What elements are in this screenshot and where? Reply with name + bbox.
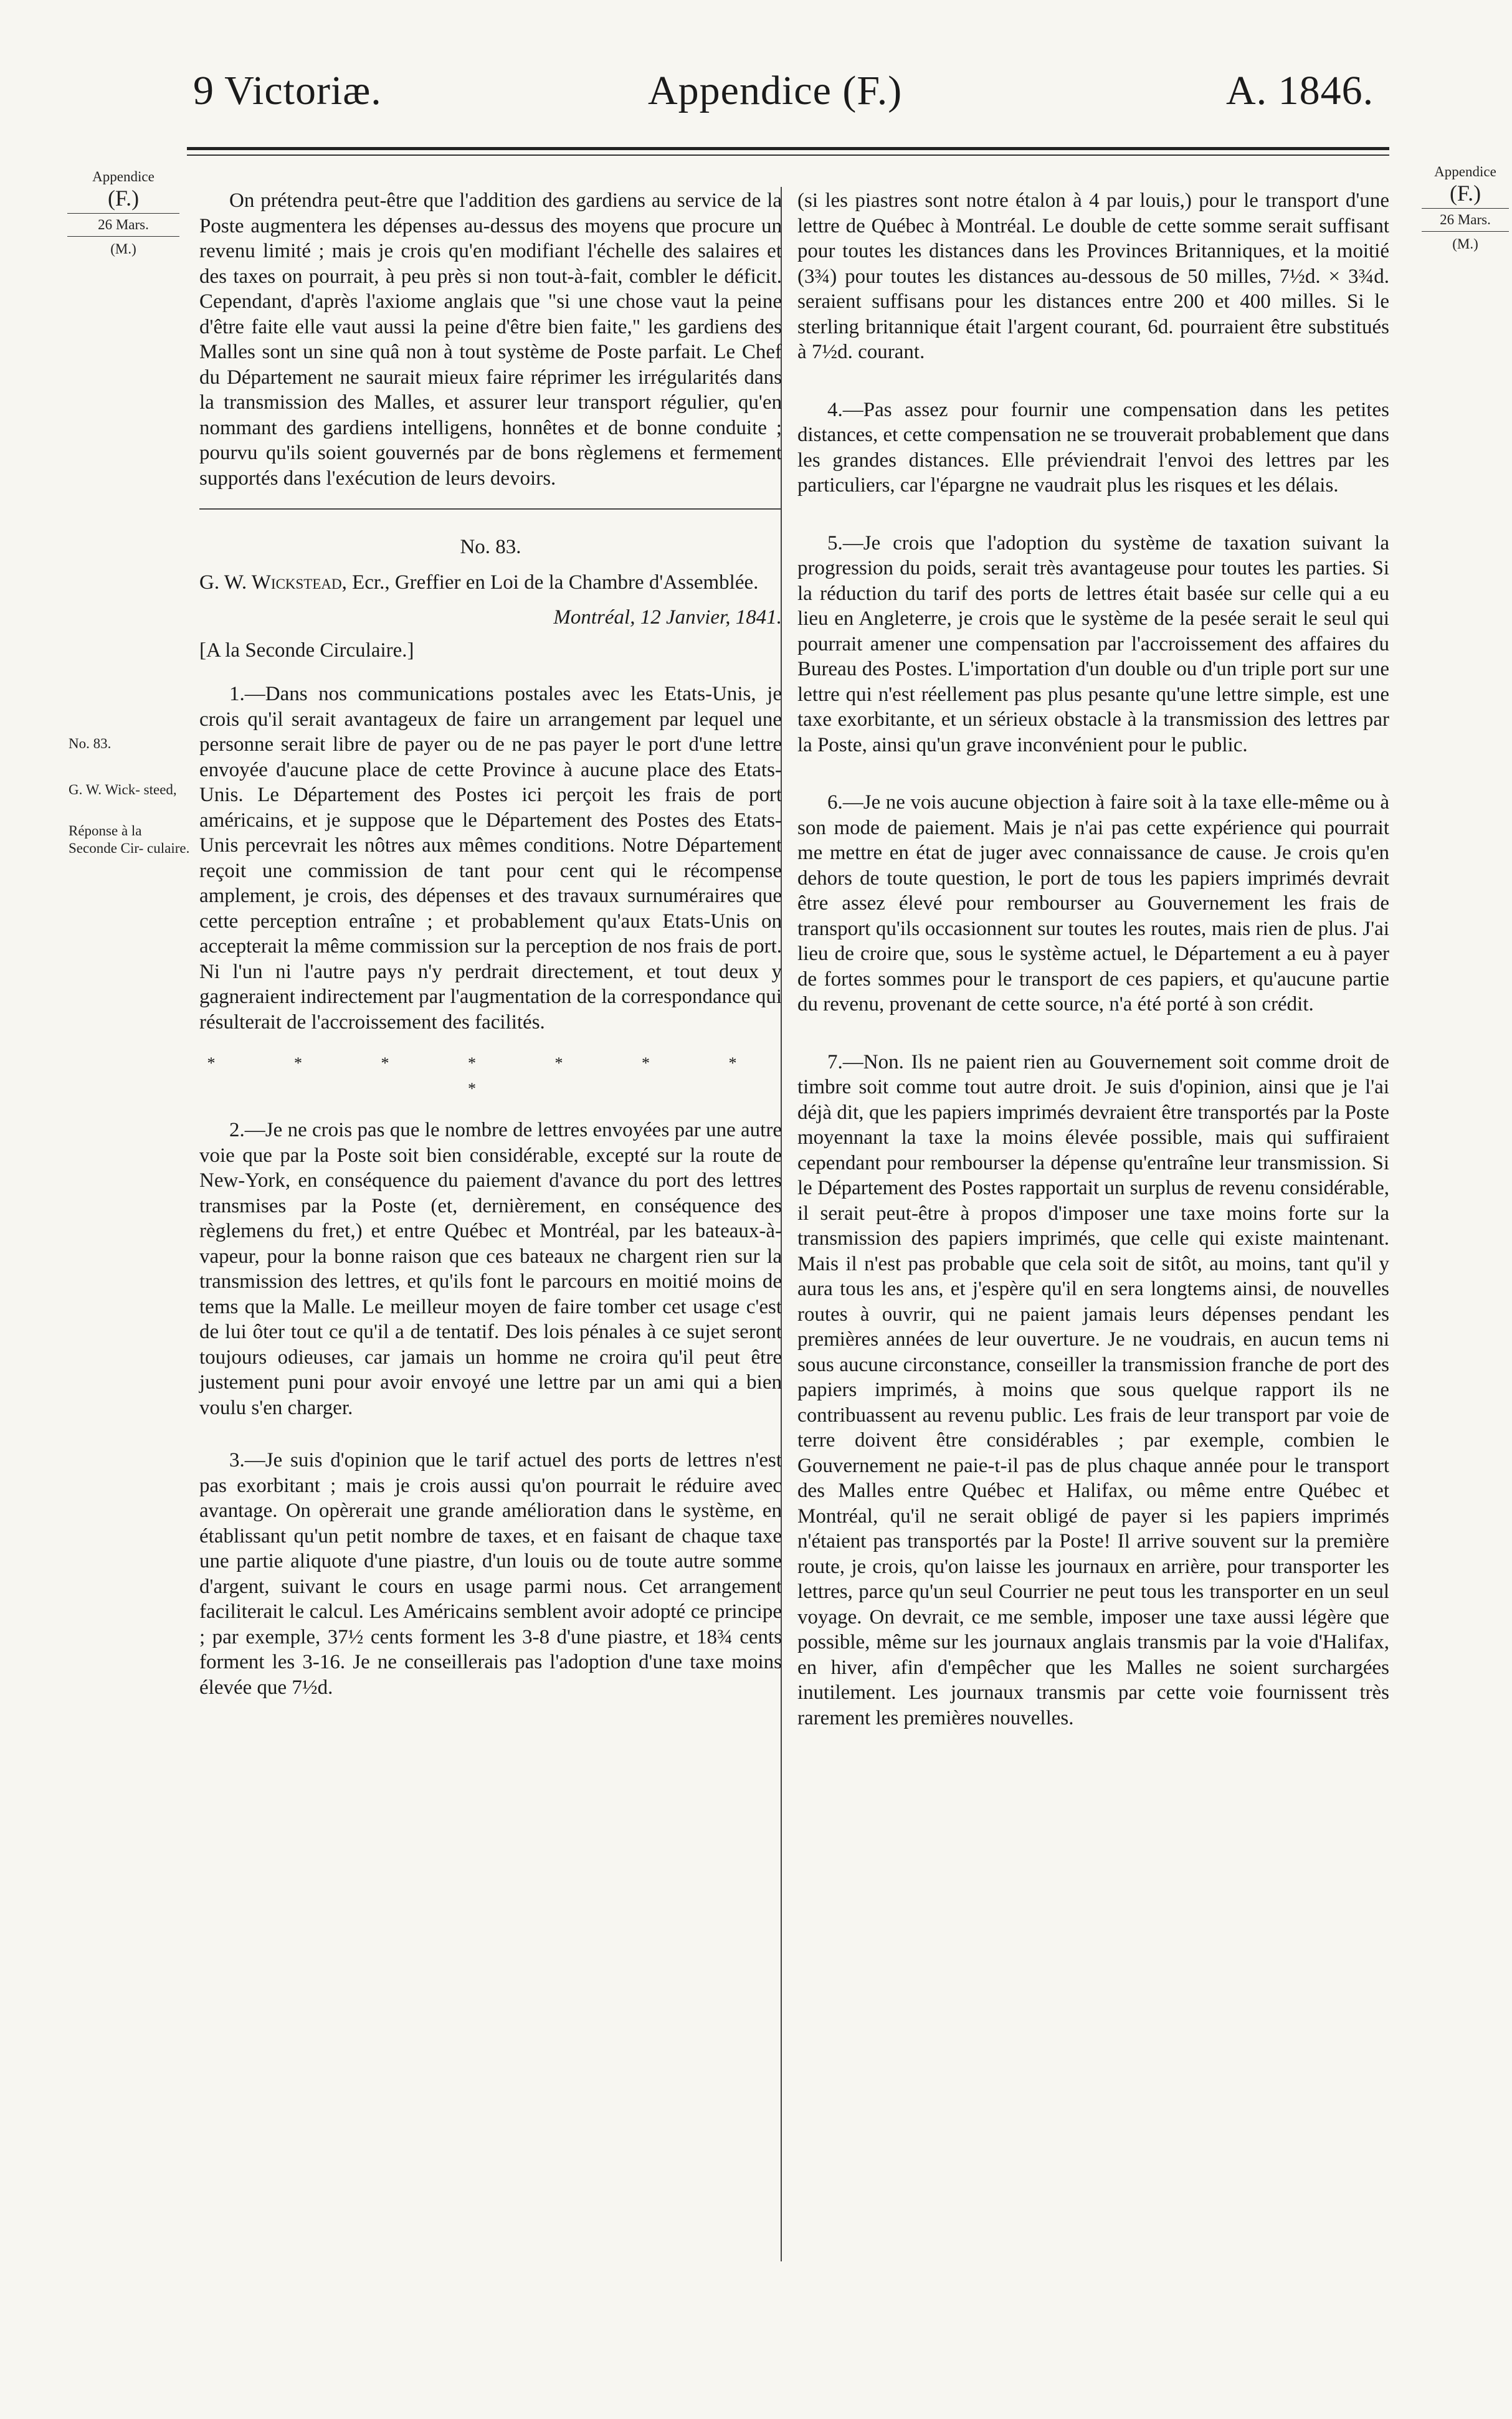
margin-rule — [67, 236, 179, 237]
answer-7: 7.—Non. Ils ne paient rien au Gouvernement soit comme droit de timbre soit comme tout autre droit. Je suis d'opinion, ainsi que je l'ai déjà dit, que les papiers imprimés devraient être transportés par la Poste moyennant la taxe la moins élevée possible, mais qui suffiraient cependant pour rembourser la dépense qu'entraîne leur transmission. Si le Département des Postes rapportait un surplus de revenu considérable, il serait peut-être à propos d'imposer une taxe moins forte sur la transmission des papiers imprimés, que celle qui existe maintenant. Mais il n'est pas probable que cela soit de sitôt, au moins, tant qu'il y aura tous les ans, et j'espère qu'il en sera longtems ainsi, de nouvelles routes à ouvrir, qui ne paient jamais leurs dépenses pendant les premières années de leur ouverture. Je ne voudrais, en aucun tems ni sous aucune circonstance, conseiller la transmission franche de port des papiers imprimés, à moins que sous quelque rapport ils ne contribuassent au revenu public. Les frais de leur transport par voie de terre doivent être considérables ; par exemple, combien le Gouvernement ne paie-t-il pas de plus chaque année pour le transport des Malles entre Québec et Halifax, ou même entre Québec et Montréal, qu'il ne serait obligé de payer si les papiers imprimés n'étaient pas transportés par la Poste! Il arrive souvent sur la première route, je crois, qu'on laisse les journaux en arrière, pour transporter les lettres, parce qu'un seul Courrier ne peut tous les transporter en un seul voyage. On devrait, ce me semble, imposer une taxe aussi légère que possible, même sur les journaux anglais transmis par la voie d'Halifax, en hiver, afin d'empêcher que les Malles ne soient surchargées inutilement. Les journaux transmis par cette voie fournissent très rarement les premières nouvelles. — [797, 1050, 1389, 1729]
sender-title: Ecr., Greffier en Loi de la Chambre d'Assemblée. — [346, 571, 759, 594]
circular-label: [A la Seconde Circulaire.] — [199, 639, 414, 662]
paragraph-intro: On prétendra peut-être que l'addition des gardiens au service de la Poste augmentera les dépenses au-dessus des moyens que procure un revenu limité ; mais je crois qu'en modifiant l'échelle des salaires et des taxes on pourrait, à peu près si non tout-à-fait, combler le déficit. Cependant, d'après l'axiome anglais que "si une chose vaut la peine d'être faite elle vaut aussi la peine d'être bien faite," les gardiens des Malles sont un sine quâ non à tout système de Poste parfait. Le Chef du Département ne saurait mieux faire réprimer les irrégularités dans la transmission des Malles, et assurer leur transport régulier, qu'en nommant des gardiens intelligens, honnêtes et de bonne conduite ; pourvu qu'ils soient gouvernés par de bons règlemens et fermement supportés dans l'exécution de leurs devoirs. — [199, 189, 782, 490]
margin-appendix-label: Appendice — [92, 169, 155, 184]
answer-6: 6.—Je ne vois aucune objection à faire soit à la taxe elle-même ou à son mode de paiement. Mais je n'ai pas cette expérience qui pourrait me mettre en état de juger avec connaissance de cause. Je crois qu'en dehors de toute question, le port de tous les papiers imprimés devrait être assez élevé pour rembourser au Gouvernement les frais de transport qu'ils occasionnent sur toutes les routes, mais rien de plus. J'ai lieu de croire que, sous le système actuel, le Département a eu à payer de fortes sommes pour le transport de ces papiers, et qu'aucune partie du revenu, provenant de cette source, n'a été porté à son crédit. — [797, 791, 1389, 1015]
header-year: A. 1846. — [1226, 68, 1374, 113]
header-rule-thin — [187, 154, 1389, 156]
answer-3: 3.—Je suis d'opinion que le tarif actuel des ports de lettres n'est pas exorbitant ; mais je crois aussi qu'on pourrait le réduire avec avantage. On opèrerait une grande amélioration dans le système, en établissant qu'un petit nombre de taxes, et en faisant de chaque taxe une partie aliquote d'une piastre, d'un louis ou de toute autre somme d'argent, suivant le cours en usage parmi nous. Cet arrangement faciliterait le calcul. Les Américains semblent avoir adopté ce principe ; par exemple, 37½ cents forment les 3-8 d'une piastre, et 18¾ cents forment les 3-16. Je ne conseillerais pas l'adoption d'une taxe moins élevée que 7½d. — [199, 1449, 782, 1699]
answer-4: 4.—Pas assez pour fournir une compensation dans les petites distances, et cette compensation ne se trouverait probablement que dans les grandes distances. Elle préviendrait l'envoi des lettres par les particuliers, car l'épargne ne vaudrait plus les risques et les délais. — [797, 398, 1389, 497]
margin-appendix-label: Appendice — [1434, 164, 1496, 179]
sender-name: G. W. Wickstead, — [199, 571, 347, 594]
margin-name-note: G. W. Wick- steed, — [69, 782, 177, 797]
margin-rule — [1422, 208, 1509, 209]
right-margin-note — [1422, 163, 1509, 253]
margin-no-label: No. 83. — [69, 736, 112, 751]
margin-appendix-letter: (F.) — [107, 186, 140, 211]
right-column — [797, 188, 1389, 1731]
omission-stars: * * * * * * * * — [207, 1054, 774, 1098]
section-rule — [199, 508, 782, 510]
document-number: No. 83. — [460, 536, 521, 558]
margin-rule — [67, 213, 179, 214]
left-column — [199, 188, 782, 1700]
answer-5: 5.—Je crois que l'adoption du système de taxation suivant la progression du poids, serait très avantageuse pour toutes les parties. Si la réduction du tarif des ports de lettres était basée sur celle qui a eu lieu en Angleterre, je crois que le système de la pesée serait le seul qui pourrait amener une compensation par l'accroissement des affaires du Bureau des Postes. L'importation d'un double ou d'un triple port sur une lettre qui n'est réellement pas plus pesante qu'une lettre simple, est une taxe exorbitante, et un sérieux obstacle à la transmission des lettres par la Poste, ainsi qu'un grave inconvénient pour le public. — [797, 531, 1389, 756]
margin-rule — [1422, 231, 1509, 232]
margin-m: (M.) — [1452, 236, 1478, 252]
margin-appendix-letter: (F.) — [1449, 181, 1481, 206]
left-margin-notes-lower — [69, 735, 193, 857]
dateline: Montréal, 12 Janvier, 1841. — [553, 606, 782, 629]
header-appendix: Appendice (F.) — [648, 68, 903, 113]
margin-date: 26 Mars. — [98, 217, 149, 232]
margin-reply-note: Réponse à la Seconde Cir- culaire. — [69, 823, 190, 856]
answer-3-continued: (si les piastres sont notre étalon à 4 par louis,) pour le transport d'une lettre de Québec à Montréal. Le double de cette somme serait suffisant pour toutes les distances dans les Provinces Britanniques, et la moitié (3¾) pour toutes les distances au-dessous de 50 milles, 7½d. × 3¾d. seraient suffisans pour les distances entre 200 et 400 milles. Si le sterling britannique était l'argent courant, 6d. pourraient être substitués à 7½d. courant. — [797, 189, 1389, 363]
margin-date: 26 Mars. — [1440, 212, 1491, 227]
left-margin-note — [67, 168, 179, 258]
answer-2: 2.—Je ne crois pas que le nombre de lettres envoyées par une autre voie que par la Poste soit bien considérable, excepté sur la route de New-York, en conséquence du paiement d'avance du port des lettres transmises par la Poste (et, dernièrement, en conséquence des règlemens du fret,) et entre Québec et Montréal, par les bateaux-à-vapeur, pour la bonne raison que ces bateaux ne chargent rien sur la transmission des lettres, et qu'ils font le parcours en moitié moins de tems que la Malle. Le meilleur moyen de faire tomber cet usage c'est de lui ôter tout ce qu'il a de tentatif. Des lois pénales à ce sujet seront toujours odieuses, car jamais un homme ne croira qu'il peut être justement puni pour avoir envoyé une lettre par un ami qui a bien voulu s'en charger. — [199, 1119, 782, 1419]
margin-m: (M.) — [110, 241, 136, 257]
header-rule-thick — [187, 147, 1389, 150]
header-session: 9 Victoriæ. — [193, 68, 382, 113]
answer-1: 1.—Dans nos communications postales avec les Etats-Unis, je crois qu'il serait avantageux de faire un arrangement par lequel une personne serait libre de payer ou de ne pas payer le port d'une lettre envoyée d'aucune place de cette Province à aucune place des Etats-Unis. Le Département des Postes ici perçoit les frais de port américains, et je suppose que le Département des Postes des Etats-Unis percevrait les nôtres aux mêmes conditions. Notre Département reçoit une commission de tant pour cent qui le récompense amplement, je crois, des dépenses et des travaux surnuméraires que cette perception entraîne ; et probablement qu'aux Etats-Unis on accepterait la même commission sur la perception de nos frais de port. Ni l'un ni l'autre pays n'y perdrait directement, et tout deux y gagneraient indirectement par l'augmentation de la correspondance qui résulterait de l'accroissement des facilités. — [199, 683, 782, 1034]
sender-line — [199, 570, 782, 596]
